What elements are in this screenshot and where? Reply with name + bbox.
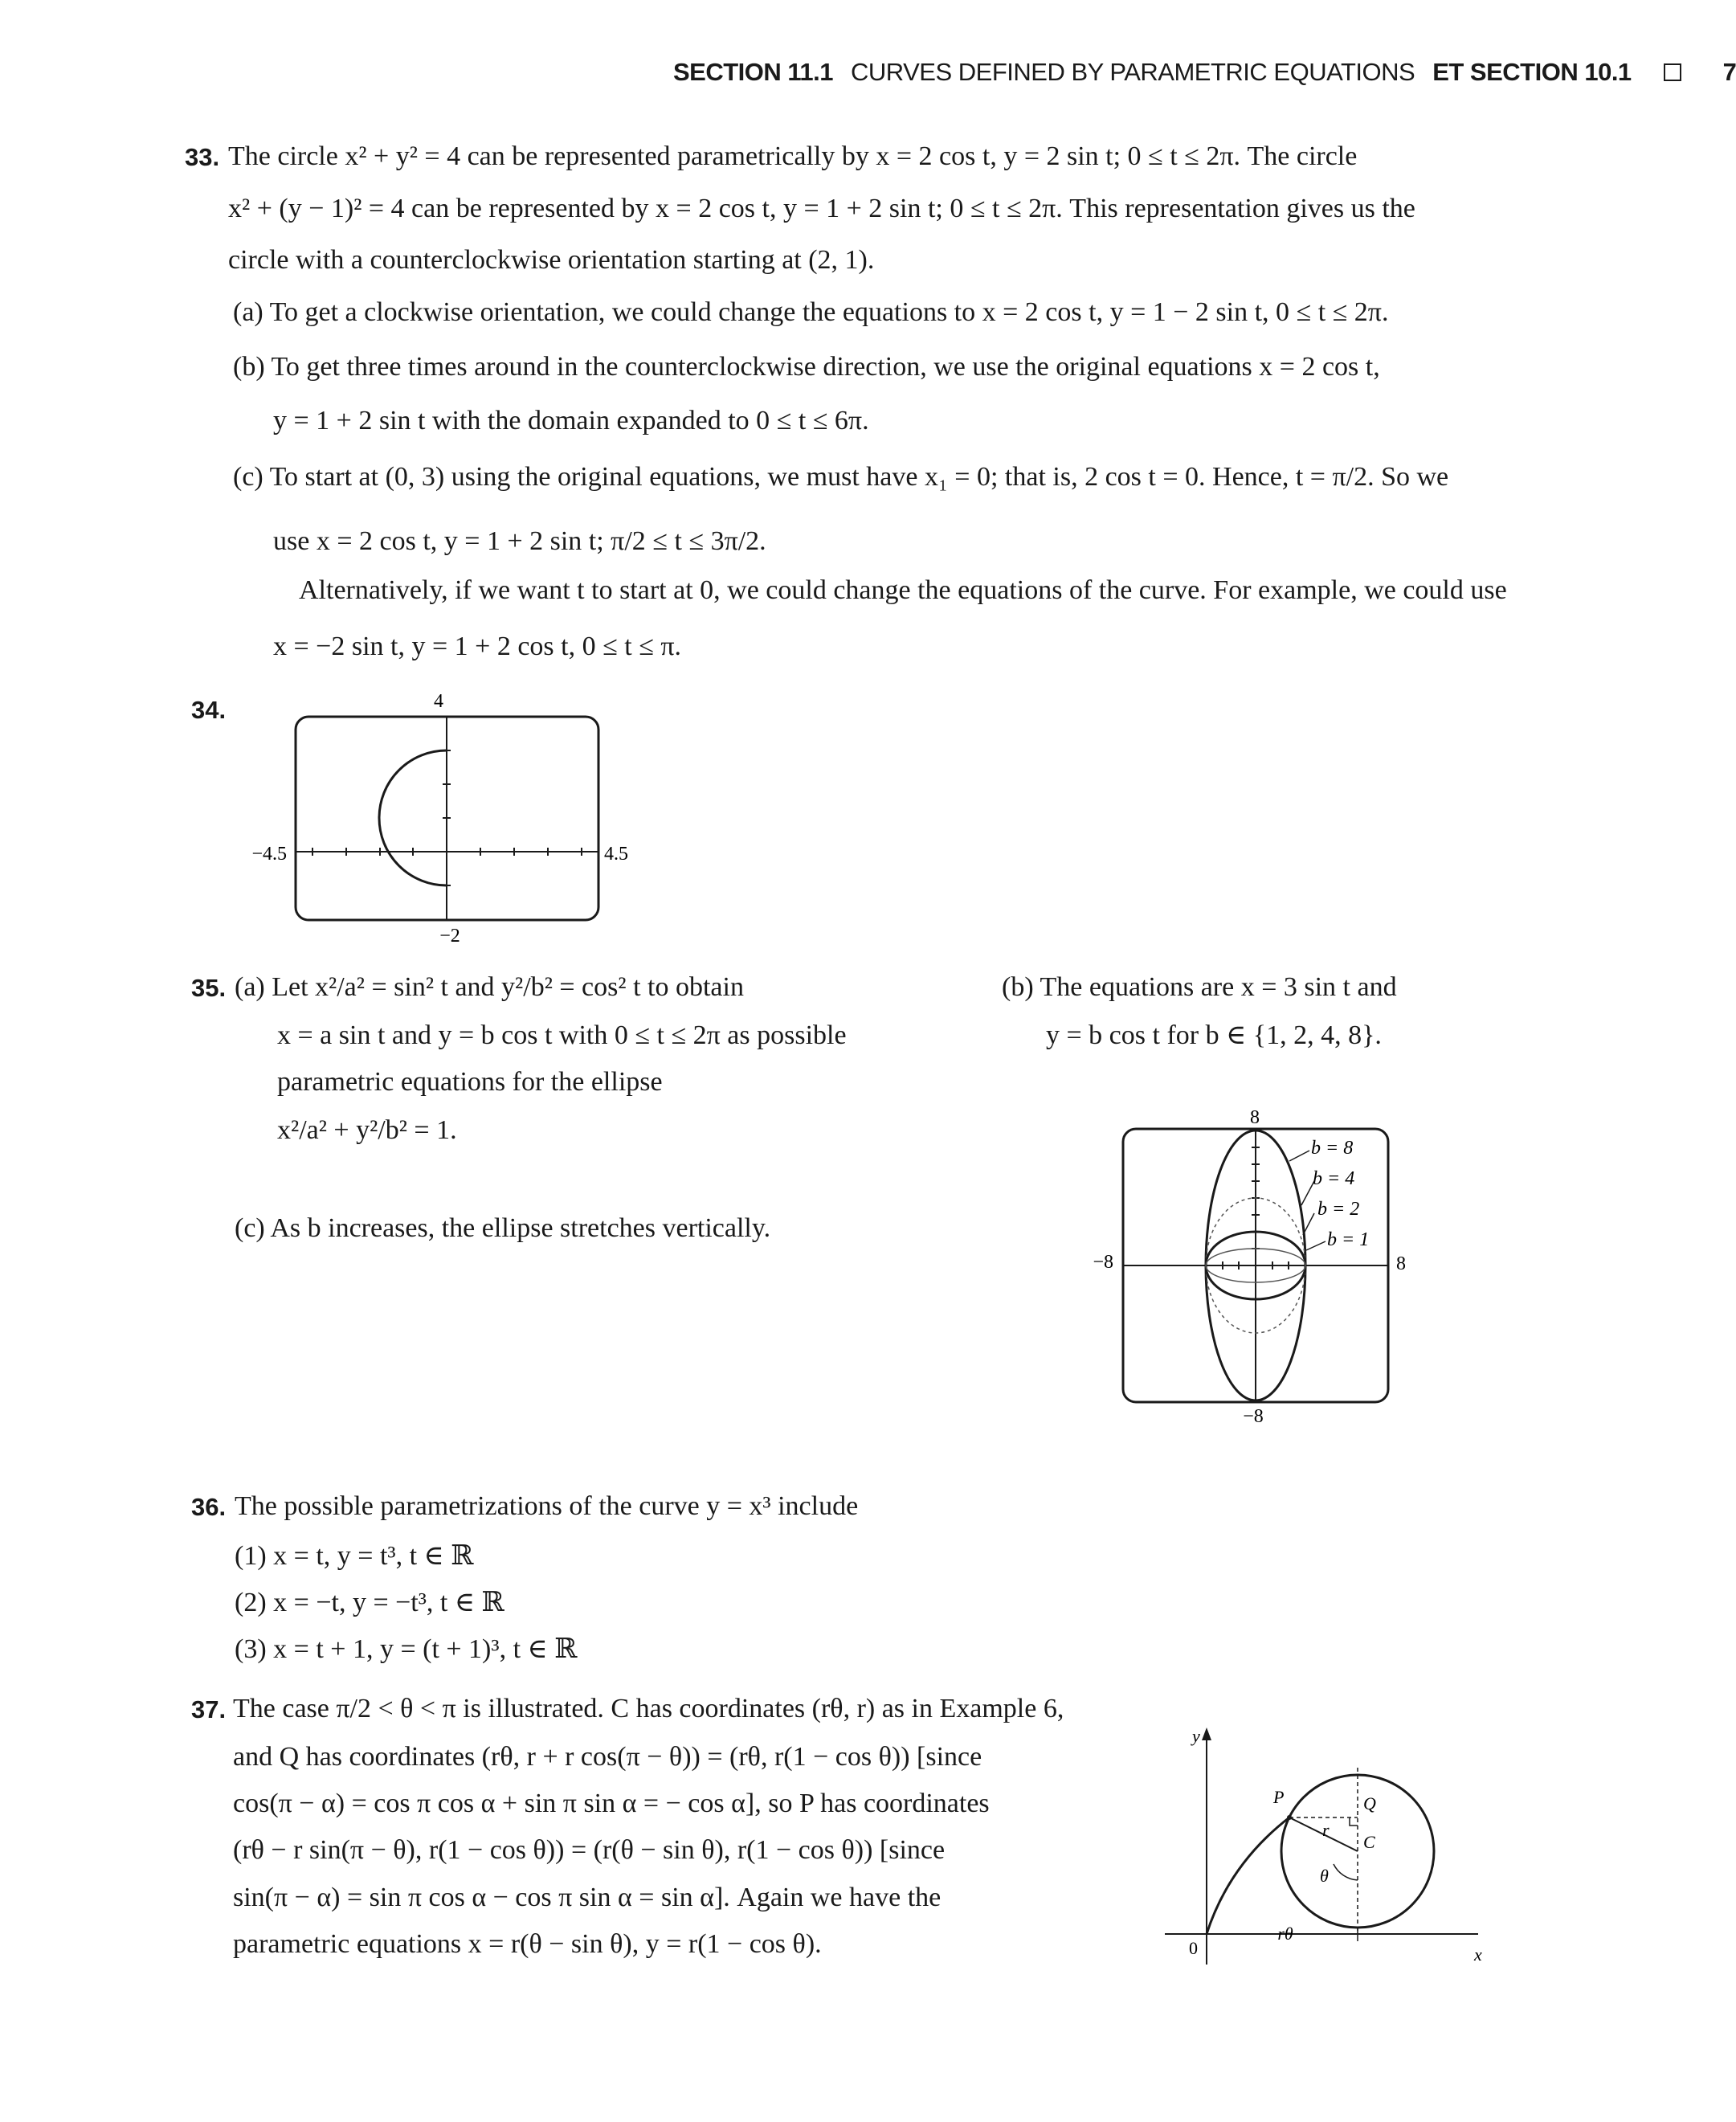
- label-c: C: [1363, 1832, 1375, 1852]
- problem-33-line: The circle x² + y² = 4 can be represented parametrically by x = 2 cos t, y = 2 sin t; 0 ≤ t ≤ 2π. The circle: [228, 141, 1358, 171]
- label-b1: b = 1: [1327, 1229, 1370, 1250]
- y-max-label: 8: [1250, 1107, 1260, 1128]
- label-q: Q: [1363, 1793, 1376, 1813]
- problem-35-graph: [1076, 1101, 1430, 1438]
- point-p: [1287, 1815, 1292, 1820]
- problem-33-line: circle with a counterclockwise orientation starting at (2, 1).: [228, 245, 875, 275]
- problem-37-line: (rθ − r sin(π − θ), r(1 − cos θ)) = (r(θ − sin θ), r(1 − cos θ)) [since: [233, 1835, 946, 1865]
- problem-37-number: 37.: [191, 1695, 227, 1723]
- problem-33-line: use x = 2 cos t, y = 1 + 2 sin t; π/2 ≤ t ≤ 3π/2.: [273, 526, 766, 556]
- problem-33-line: Alternatively, if we want t to start at 0, we could change the equations of the curve. For example, we could use: [299, 575, 1507, 605]
- problem-33-line: x = −2 sin t, y = 1 + 2 cos t, 0 ≤ t ≤ π.: [273, 632, 682, 661]
- cycloid-figure: [1157, 1719, 1494, 1985]
- x-max-label: 4.5: [604, 844, 628, 865]
- label-b4: b = 4: [1313, 1168, 1355, 1189]
- x-max-label: 8: [1396, 1253, 1406, 1274]
- construction-lines: [1289, 1768, 1358, 1934]
- section-number: SECTION 11.1: [673, 58, 834, 86]
- origin-label: 0: [1189, 1938, 1198, 1958]
- problem-37-line: cos(π − α) = cos π cos α + sin π sin α = − cos α], so P has coordinates: [233, 1789, 990, 1818]
- problem-33-line: y = 1 + 2 sin t with the domain expanded to 0 ≤ t ≤ 6π.: [273, 406, 869, 435]
- problem-36-line: The possible parametrizations of the curve y = x³ include: [235, 1491, 859, 1521]
- y-axis-arrow-icon: [1202, 1727, 1211, 1740]
- et-section: ET SECTION 10.1: [1432, 58, 1632, 86]
- problem-35-part-b: (b) The equations are x = 3 sin t and: [1002, 972, 1397, 1002]
- problem-36-item: (2) x = −t, y = −t³, t ∈ ℝ: [235, 1588, 504, 1617]
- y-axis-label: y: [1192, 1726, 1200, 1746]
- problem-37-line: The case π/2 < θ < π is illustrated. C has coordinates (rθ, r) as in Example 6,: [233, 1694, 1064, 1723]
- y-max-label: 4: [434, 691, 443, 712]
- x-min-label: −8: [1093, 1252, 1113, 1273]
- label-r-theta: rθ: [1277, 1924, 1293, 1944]
- problem-36-item: (1) x = t, y = t³, t ∈ ℝ: [235, 1541, 474, 1571]
- semicircle-curve: [379, 750, 447, 885]
- y-min-label: −2: [439, 926, 460, 947]
- problem-35-line: parametric equations for the ellipse: [277, 1067, 663, 1097]
- problem-33-part-a: (a) To get a clockwise orientation, we could change the equations to x = 2 cos t, y = 1 − 2 sin t, 0 ≤ t ≤ 2π.: [233, 297, 1389, 327]
- cycloid-arc: [1207, 1817, 1289, 1934]
- problem-35-part-c: (c) As b increases, the ellipse stretches vertically.: [235, 1213, 771, 1243]
- problem-33-line: x² + (y − 1)² = 4 can be represented by x = 2 cos t, y = 1 + 2 sin t; 0 ≤ t ≤ 2π. This representation gives us the: [228, 194, 1415, 223]
- problem-35-line: x²/a² + y²/b² = 1.: [277, 1115, 457, 1145]
- label-p: P: [1273, 1787, 1285, 1807]
- problem-35-number: 35.: [191, 974, 227, 1002]
- problem-33-part-b: (b) To get three times around in the counterclockwise direction, we use the original equations x = 2 cos t,: [233, 352, 1380, 382]
- page-number: 7: [1722, 58, 1736, 86]
- checkbox-square-icon: [1664, 63, 1681, 81]
- angle-arc: [1334, 1864, 1358, 1880]
- problem-35-part-a: (a) Let x²/a² = sin² t and y²/b² = cos² t to obtain: [235, 972, 744, 1002]
- label-theta: θ: [1320, 1866, 1329, 1886]
- label-b2: b = 2: [1317, 1199, 1360, 1220]
- problem-35-line: x = a sin t and y = b cos t with 0 ≤ t ≤ 2π as possible: [277, 1020, 847, 1050]
- section-title: CURVES DEFINED BY PARAMETRIC EQUATIONS: [851, 58, 1415, 86]
- label-b8: b = 8: [1311, 1138, 1354, 1159]
- y-min-label: −8: [1243, 1406, 1264, 1427]
- right-angle-mark: [1350, 1817, 1358, 1826]
- problem-37-line: sin(π − α) = sin π cos α − cos π sin α = sin α]. Again we have the: [233, 1883, 942, 1912]
- problem-37-line: and Q has coordinates (rθ, r + r cos(π − θ)) = (rθ, r(1 − cos θ)) [since: [233, 1742, 982, 1772]
- x-min-label: −4.5: [251, 844, 287, 865]
- problem-34-number: 34.: [191, 696, 227, 724]
- running-header: [673, 58, 1736, 87]
- label-r: r: [1322, 1820, 1330, 1840]
- problem-34-graph: [233, 683, 651, 947]
- problem-35-line: y = b cos t for b ∈ {1, 2, 4, 8}.: [1046, 1020, 1382, 1050]
- x-axis-label: x: [1474, 1944, 1482, 1965]
- problem-37-line: parametric equations x = r(θ − sin θ), y = r(1 − cos θ).: [233, 1929, 822, 1959]
- problem-33-part-c: (c) To start at (0, 3) using the original equations, we must have x₁ = 0; that is, 2 cos t = 0. Hence, t = π/2. So we: [233, 462, 1449, 492]
- problem-36-number: 36.: [191, 1493, 227, 1521]
- problem-33-number: 33.: [185, 143, 220, 171]
- problem-36-item: (3) x = t + 1, y = (t + 1)³, t ∈ ℝ: [235, 1634, 578, 1664]
